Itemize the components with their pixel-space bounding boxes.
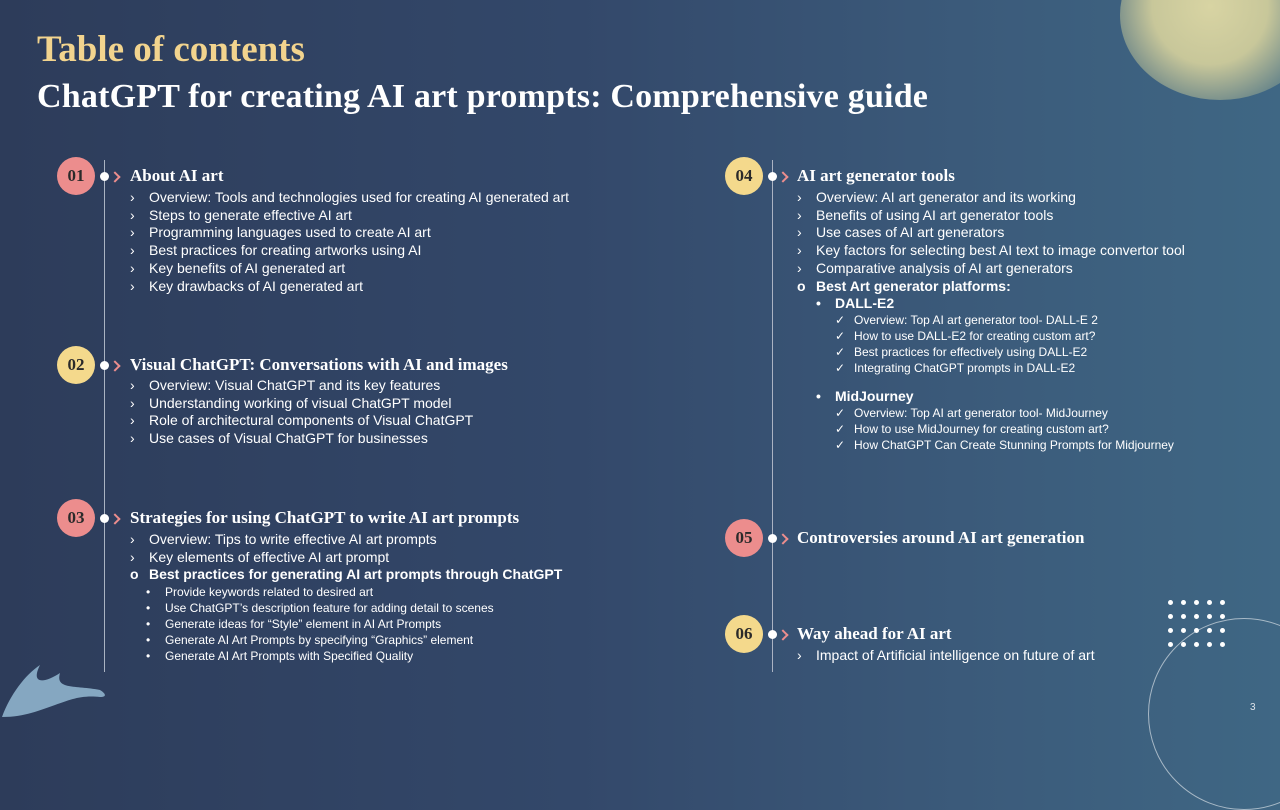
platform-midjourney-heading xyxy=(816,388,914,406)
section-01-badge: 01 xyxy=(57,157,95,195)
section-04-badge: 04 xyxy=(725,157,763,195)
decorative-blob xyxy=(1120,0,1280,100)
section-06-title[interactable]: Way ahead for AI art xyxy=(797,624,952,643)
section-03-sublist xyxy=(146,584,494,664)
list-item: › Overview: Tips to write effective AI art prompts xyxy=(130,531,437,547)
platform-name: • MidJourney xyxy=(816,388,914,404)
list-item: › Key elements of effective AI art prompt xyxy=(130,548,390,565)
list-item: › Key factors for selecting best AI text to image convertor tool xyxy=(797,242,1185,259)
section-04-list xyxy=(797,189,1185,295)
section-03-list xyxy=(130,531,562,584)
decorative-dot-grid xyxy=(1168,600,1232,652)
list-item: › Overview: Tools and technologies used for creating AI generated art xyxy=(130,189,569,205)
chevron-right-icon xyxy=(777,533,788,544)
list-item: • Use ChatGPT’s description feature for adding detail to scenes xyxy=(146,601,494,615)
list-item: ✓ How to use MidJourney for creating custom art? xyxy=(835,422,1109,436)
chevron-right-icon xyxy=(777,629,788,640)
platform-midjourney-list xyxy=(835,405,1174,453)
section-01-title[interactable]: About AI art xyxy=(130,166,224,185)
list-item: › Role of architectural components of Visual ChatGPT xyxy=(130,412,474,429)
section-02-list xyxy=(130,377,473,448)
list-item: ✓ Integrating ChatGPT prompts in DALL-E2 xyxy=(835,361,1076,375)
decorative-brush-stroke xyxy=(0,655,120,720)
section-05-badge: 05 xyxy=(725,519,763,557)
chevron-right-icon xyxy=(109,360,120,371)
list-item: › Comparative analysis of AI art generators xyxy=(797,259,1073,276)
list-item: • Generate ideas for “Style” element in AI Art Prompts xyxy=(146,617,442,631)
list-item: › Overview: AI art generator and its working xyxy=(797,189,1076,205)
list-item: ✓ Best practices for effectively using DALL-E2 xyxy=(835,345,1088,359)
page-title: Table of contents xyxy=(37,29,305,70)
platform-dalle-list xyxy=(835,312,1098,376)
section-06-list xyxy=(797,647,1095,665)
list-item: ✓ How ChatGPT Can Create Stunning Prompts for Midjourney xyxy=(835,438,1174,452)
timeline-node xyxy=(100,361,109,370)
timeline-node xyxy=(100,514,109,523)
list-item: › Benefits of using AI art generator tools xyxy=(797,206,1054,223)
section-04-title[interactable]: AI art generator tools xyxy=(797,166,955,185)
section-02-title[interactable]: Visual ChatGPT: Conversations with AI and images xyxy=(130,355,508,374)
chevron-right-icon xyxy=(109,513,120,524)
chevron-right-icon xyxy=(109,171,120,182)
list-subheading: o Best practices for generating AI art prompts through ChatGPT xyxy=(130,566,563,583)
page-subtitle: ChatGPT for creating AI art prompts: Comprehensive guide xyxy=(37,78,929,115)
list-item: • Provide keywords related to desired art xyxy=(146,585,374,599)
platform-name: • DALL-E2 xyxy=(816,295,895,311)
list-item: › Steps to generate effective AI art xyxy=(130,206,352,223)
timeline-node xyxy=(768,534,777,543)
list-item: ✓ Overview: Top AI art generator tool- MidJourney xyxy=(835,406,1108,420)
list-item: › Overview: Visual ChatGPT and its key features xyxy=(130,377,441,393)
list-item: › Programming languages used to create AI art xyxy=(130,224,431,241)
section-05-title[interactable]: Controversies around AI art generation xyxy=(797,528,1085,547)
list-item: › Use cases of Visual ChatGPT for businesses xyxy=(130,430,428,447)
list-item: • Generate AI Art Prompts by specifying “Graphics” element xyxy=(146,633,474,647)
list-item: › Key benefits of AI generated art xyxy=(130,259,346,276)
list-item: › Understanding working of visual ChatGPT model xyxy=(130,394,452,411)
timeline-line-right xyxy=(772,160,773,672)
timeline-node xyxy=(768,630,777,639)
platform-dalle-heading xyxy=(816,295,894,313)
list-item: • Generate AI Art Prompts with Specified Quality xyxy=(146,649,414,663)
list-item: ✓ How to use DALL-E2 for creating custom art? xyxy=(835,329,1096,343)
page-number: 3 xyxy=(1250,702,1256,713)
section-01-list xyxy=(130,189,569,295)
list-item: › Impact of Artificial intelligence on future of art xyxy=(797,647,1095,663)
timeline-line-left xyxy=(104,160,105,672)
list-item: ✓ Overview: Top AI art generator tool- DALL-E 2 xyxy=(835,313,1098,327)
section-06-badge: 06 xyxy=(725,615,763,653)
list-item: › Use cases of AI art generators xyxy=(797,224,1005,241)
section-03-title[interactable]: Strategies for using ChatGPT to write AI art prompts xyxy=(130,508,520,527)
list-subheading: o Best Art generator platforms: xyxy=(797,277,1011,294)
chevron-right-icon xyxy=(777,171,788,182)
list-item: › Key drawbacks of AI generated art xyxy=(130,277,364,294)
timeline-node xyxy=(768,172,777,181)
list-item: › Best practices for creating artworks using AI xyxy=(130,242,422,259)
timeline-node xyxy=(100,172,109,181)
section-03-badge: 03 xyxy=(57,499,95,537)
section-02-badge: 02 xyxy=(57,346,95,384)
